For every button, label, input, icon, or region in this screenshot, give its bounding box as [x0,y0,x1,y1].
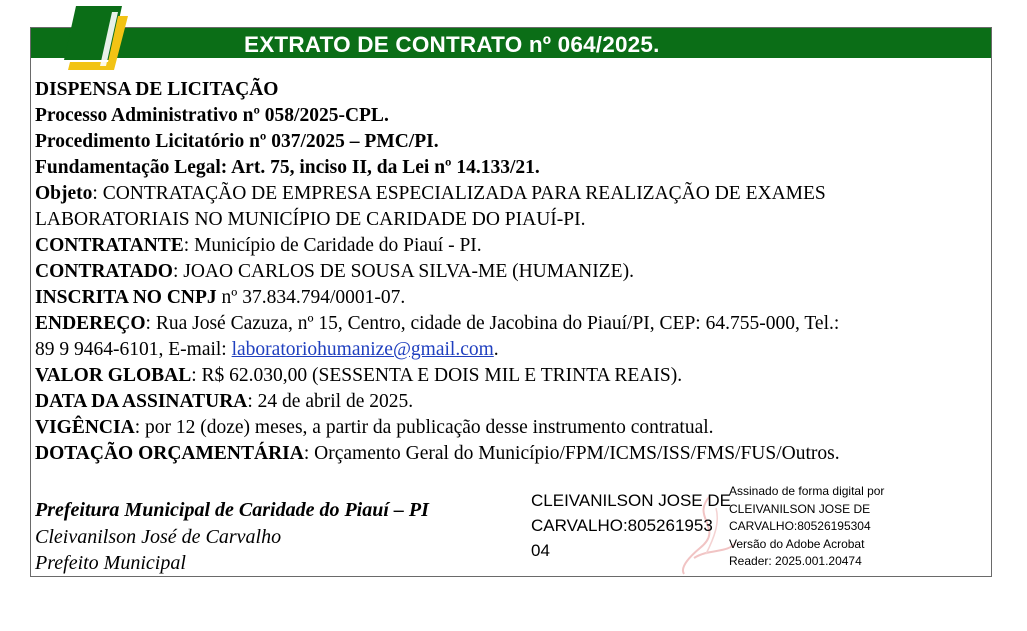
contact-suffix: . [493,339,499,360]
email-link[interactable]: laboratoriohumanize@gmail.com [231,339,494,360]
line-objeto-cont [35,207,990,233]
line-label: DOTAÇÃO ORÇAMENTÁRIA [35,443,304,464]
line-procedimento [35,129,990,155]
line-label: Procedimento Licitatório nº 037/2025 – PMC/PI. [35,131,439,152]
digital-signature-note [729,483,884,571]
digital-note-line: CARVALHO:80526195304 [729,519,871,533]
line-value: LABORATORIAIS NO MUNICÍPIO DE CARIDADE DO PIAUÍ-PI. [35,209,586,230]
digital-note-line: Reader: 2025.001.20474 [729,554,862,568]
line-objeto [35,181,990,207]
line-label: CONTRATADO [35,261,173,282]
line-value: nº 37.834.794/0001-07. [216,287,406,308]
digital-signer-line: 04 [531,541,550,560]
signature-block [35,497,429,577]
signature-role: Prefeito Municipal [35,552,186,574]
line-value: : por 12 (doze) meses, a partir da publicação desse instrumento contratual. [134,417,714,438]
line-label: INSCRITA NO CNPJ [35,287,217,308]
contract-details [35,77,990,467]
digital-signer-line: CLEIVANILSON JOSE DE [531,491,731,510]
line-label: VIGÊNCIA [35,417,135,438]
line-value: : CONTRATAÇÃO DE EMPRESA ESPECIALIZADA PARA REALIZAÇÃO DE EXAMES [92,183,826,204]
contact-prefix: 89 9 9464-6101, E-mail: [35,339,232,360]
line-contratado [35,259,990,285]
document-title: EXTRATO DE CONTRATO nº 064/2025. [244,32,660,57]
line-label: Processo Administrativo nº 058/2025-CPL. [35,105,389,126]
signature-org: Prefeitura Municipal de Caridade do Piauí – PI [35,499,429,521]
line-value: : Orçamento Geral do Município/FPM/ICMS/ISS/FMS/FUS/Outros. [303,443,840,464]
line-value: : R$ 62.030,00 (SESSENTA E DOIS MIL E TRINTA REAIS). [191,365,683,386]
line-dispensa [35,77,990,103]
digital-note-line: Versão do Adobe Acrobat [729,536,865,551]
line-label: DISPENSA DE LICITAÇÃO [35,79,279,100]
line-label: Objeto [35,183,93,204]
digital-signer-line: CARVALHO:805261953 [531,516,713,535]
line-value: : 24 de abril de 2025. [247,391,414,412]
line-endereco [35,311,990,337]
signature-name: Cleivanilson José de Carvalho [35,525,282,548]
digital-note-line: CLEIVANILSON JOSE DE [729,501,871,516]
line-value: : Rua José Cazuza, nº 15, Centro, cidade de Jacobina do Piauí/PI, CEP: 64.755-000, Tel.: [145,313,840,334]
line-dotacao [35,441,990,467]
line-processo [35,103,990,129]
line-data [35,389,990,415]
line-label: VALOR GLOBAL [35,365,192,386]
line-valor [35,363,990,389]
line-contratante [35,233,990,259]
digital-signer-name [531,488,731,563]
line-cnpj [35,285,990,311]
line-value: : Município de Caridade do Piauí - PI. [183,235,482,256]
line-label: DATA DA ASSINATURA [35,391,248,412]
line-label: CONTRATANTE [35,235,184,256]
digital-note-line: Assinado de forma digital por [729,484,885,498]
line-value: : JOAO CARLOS DE SOUSA SILVA-ME (HUMANIZE). [172,261,634,282]
line-fundamentacao [35,155,990,181]
line-vigencia [35,415,990,441]
line-label: ENDEREÇO [35,313,146,334]
municipality-logo-icon [60,4,132,70]
line-contact [35,337,990,363]
line-label: Fundamentação Legal: Art. 75, inciso II, da Lei nº 14.133/21. [35,157,540,178]
